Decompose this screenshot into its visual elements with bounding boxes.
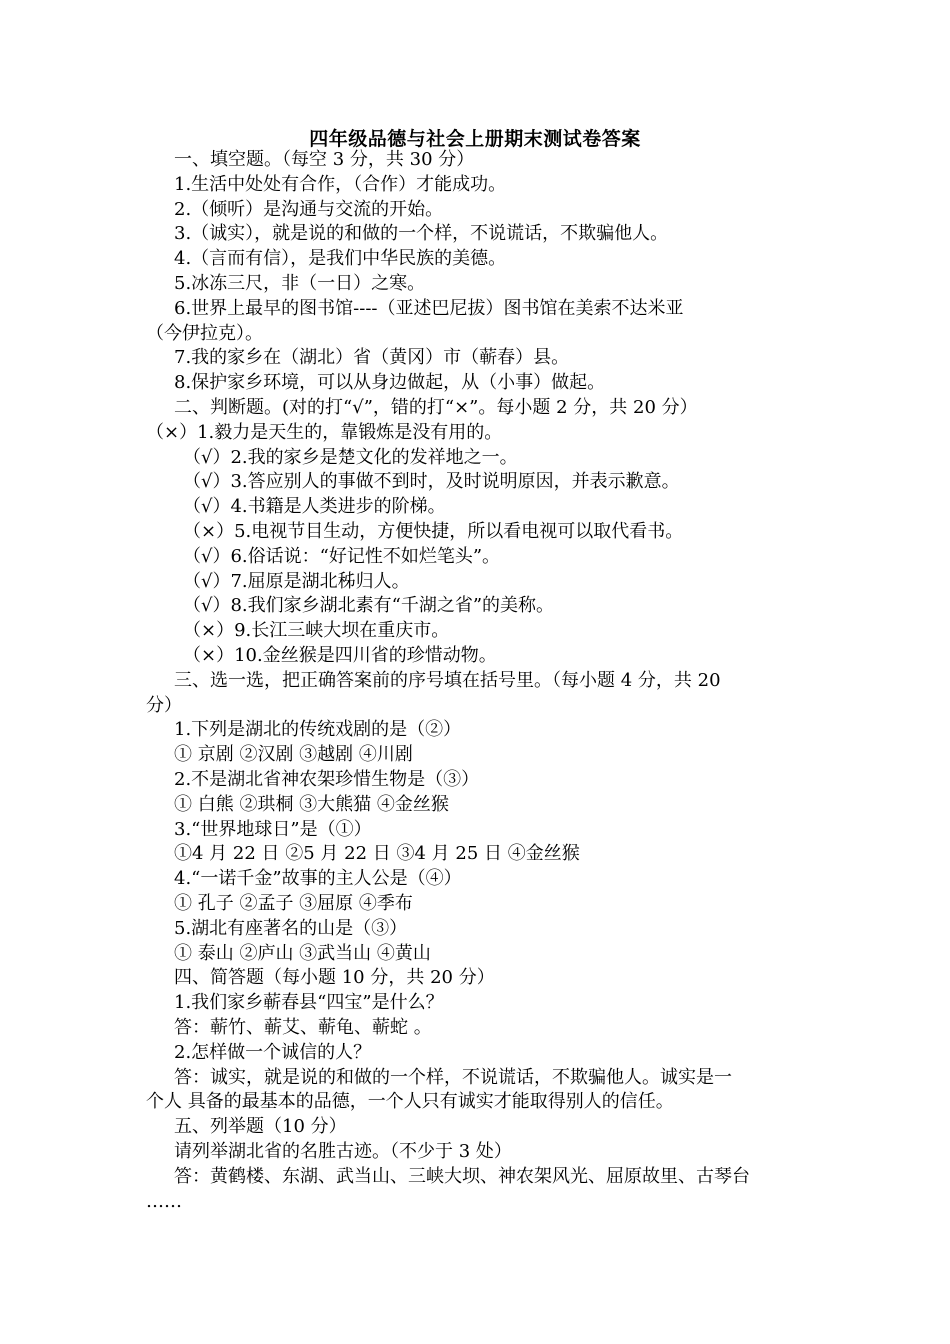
text-line: （√）4.书籍是人类进步的阶梯。 (183, 496, 446, 518)
text-line: 答：诚实，就是说的和做的一个样，不说谎话，不欺骗他人。诚实是一 (174, 1066, 732, 1088)
text-line: 个人 具备的最基本的品德，一个人只有诚实才能取得别人的信任。 (146, 1091, 674, 1113)
text-line: 1.我们家乡蕲春县“四宝”是什么？ (174, 992, 444, 1014)
text-line: （√）6.俗话说：“好记性不如烂笔头”。 (183, 545, 501, 567)
text-line: 二、判断题。(对的打“√”，错的打“×”。每小题 2 分，共 20 分） (174, 397, 698, 418)
text-line: 三、选一选，把正确答案前的序号填在括号里。（每小题 4 分，共 20 (174, 669, 721, 691)
text-line: 5.冰冻三尺，非（一日）之寒。 (174, 273, 426, 294)
text-line: 请列举湖北省的名胜古迹。（不少于 3 处） (174, 1141, 512, 1162)
text-line: 2.怎样做一个诚信的人？ (174, 1041, 372, 1063)
text-line: （√）2.我的家乡是楚文化的发祥地之一。 (183, 446, 518, 468)
text-line: 答：蕲竹、蕲艾、蕲龟、蕲蛇 。 (174, 1017, 432, 1038)
text-line: （今伊拉克）。 (146, 322, 263, 344)
text-line: 3.（诚实），就是说的和做的一个样，不说谎话，不欺骗他人。 (174, 223, 669, 245)
text-line: 2.不是湖北省神农架珍惜生物是（③） (174, 769, 480, 790)
text-line: （×）9.长江三峡大坝在重庆市。 (183, 620, 450, 642)
text-line: 五、列举题（10 分） (174, 1116, 347, 1138)
text-line: （√）8.我们家乡湖北素有“千湖之省”的美称。 (183, 595, 555, 617)
text-line: 8.保护家乡环境，可以从身边做起，从（小事）做起。 (174, 372, 606, 394)
text-line: 1.生活中处处有合作，（合作）才能成功。 (174, 173, 507, 195)
text-line: （×）5.电视节目生动，方便快捷，所以看电视可以取代看书。 (183, 521, 684, 542)
text-line: 四、简答题（每小题 10 分，共 20 分） (174, 967, 495, 989)
text-line: 6.世界上最早的图书馆----（亚述巴尼拔）图书馆在美索不达米亚 (174, 297, 684, 319)
text-line: （×）10.金丝猴是四川省的珍惜动物。 (183, 645, 497, 666)
text-line: …… (146, 1190, 182, 1212)
text-line: 3.“世界地球日”是（①） (174, 818, 372, 840)
text-line: 2.（倾听）是沟通与交流的开始。 (174, 198, 444, 220)
text-line: 分） (146, 694, 182, 716)
text-line: 一、填空题。（每空 3 分，共 30 分） (174, 149, 475, 170)
text-line: 4.（言而有信），是我们中华民族的美德。 (174, 248, 507, 270)
text-line: 1.下列是湖北的传统戏剧的是（②） (174, 719, 462, 741)
text-line: ① 白熊 ②珙桐 ③大熊猫 ④金丝猴 (174, 793, 449, 815)
text-line: （×）1.毅力是天生的，靠锻炼是没有用的。 (146, 421, 503, 443)
text-line: 7.我的家乡在（湖北）省（黄冈）市（蕲春）县。 (174, 347, 570, 369)
text-line: ① 孔子 ②孟子 ③屈原 ④季布 (174, 893, 413, 914)
text-line: 答：黄鹤楼、东湖、武当山、三峡大坝、神农架风光、屈原故里、古琴台 (174, 1165, 750, 1187)
text-line: ① 泰山 ②庐山 ③武当山 ④黄山 (174, 942, 431, 964)
text-line: ① 京剧 ②汉剧 ③越剧 ④川剧 (174, 744, 413, 766)
text-line: 5.湖北有座著名的山是（③） (174, 917, 408, 939)
text-line: ①4 月 22 日 ②5 月 22 日 ③4 月 25 日 ④金丝猴 (174, 843, 580, 865)
text-line: （√）3.答应别人的事做不到时，及时说明原因，并表示歉意。 (183, 471, 680, 493)
text-line: （√）7.屈原是湖北秭归人。 (183, 570, 410, 592)
document-title: 四年级品德与社会上册期末测试卷答案 (309, 128, 641, 150)
text-line: 4.“一诺千金”故事的主人公是（④） (174, 868, 462, 890)
